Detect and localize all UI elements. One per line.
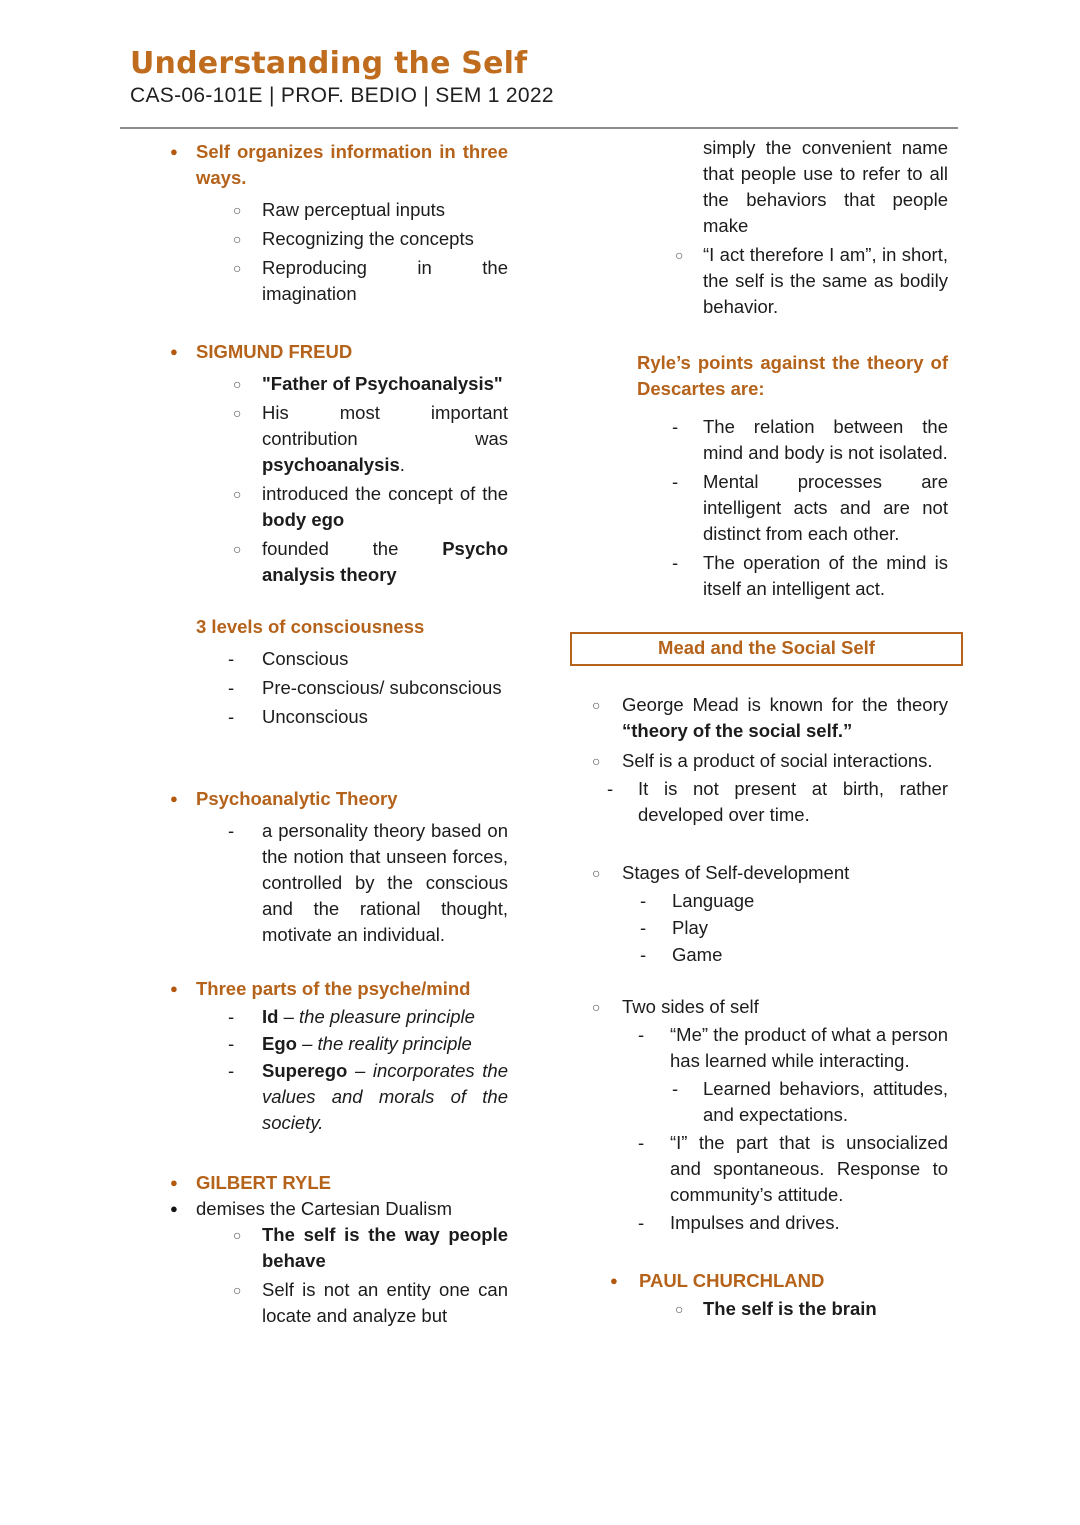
dash-bullet-icon: - <box>672 552 679 573</box>
dash-bullet-icon: - <box>640 890 647 911</box>
section-heading-churchland: ● PAUL CHURCHLAND <box>570 1268 948 1294</box>
dash-bullet-icon: - <box>228 706 235 727</box>
dash-bullet-icon: - <box>607 778 614 799</box>
list-item: ● demises the Cartesian Dualism <box>160 1196 508 1222</box>
section-heading-psychoanalytic-theory: ● Psychoanalytic Theory <box>160 786 508 812</box>
dash-bullet-icon: - <box>672 416 679 437</box>
list-item: - Pre-conscious/ subconscious <box>160 675 508 701</box>
hollow-bullet-icon: ○ <box>592 865 601 881</box>
dash-bullet-icon: - <box>228 648 235 669</box>
section-heading-freud: ● SIGMUND FREUD <box>160 339 508 365</box>
section-heading-self-organizes: ● Self organizes information in three ways. <box>170 141 508 188</box>
list-item: - a personality theory based on the notion that unseen forces, controlled by the conscious and the rational thought, motivate an individual. <box>228 820 508 945</box>
filled-bullet-icon: ● <box>170 144 178 159</box>
dash-bullet-icon: - <box>640 917 647 938</box>
list-item: ○ The self is the brain <box>570 1296 948 1322</box>
list-item: ○ George Mead is known for the theory “theory of the social self.” <box>592 694 948 741</box>
filled-bullet-icon: ● <box>170 1175 178 1190</box>
dash-bullet-icon: - <box>228 677 235 698</box>
section-heading-psyche-parts: ● Three parts of the psyche/mind <box>160 976 508 1002</box>
list-item: - Game <box>570 942 948 968</box>
left-column <box>160 139 508 1329</box>
list-item: - The relation between the mind and body is not isolated. <box>672 416 948 463</box>
hollow-bullet-icon: ○ <box>592 999 601 1015</box>
hollow-bullet-icon: ○ <box>233 231 242 247</box>
hollow-bullet-icon: ○ <box>233 1227 242 1243</box>
page-title: Understanding the Self <box>130 46 528 81</box>
list-item: ○ introduced the concept of the body ego <box>233 483 508 530</box>
hollow-bullet-icon: ○ <box>592 697 601 713</box>
dash-bullet-icon: - <box>228 1060 235 1081</box>
list-item: - Ego – the reality principle <box>160 1031 508 1057</box>
list-item: ○ Reproducing in the imagination <box>233 257 508 304</box>
list-item: - Impulses and drives. <box>570 1210 948 1236</box>
list-item: - Unconscious <box>160 704 508 730</box>
hollow-bullet-icon: ○ <box>233 202 242 218</box>
page-header <box>130 46 554 108</box>
list-item: - Conscious <box>160 646 508 672</box>
hollow-bullet-icon: ○ <box>233 1282 242 1298</box>
hollow-bullet-icon: ○ <box>675 1301 684 1317</box>
right-column <box>570 135 948 1322</box>
list-item: ○ “I act therefore I am”, in short, the self is the same as bodily behavior. <box>675 244 948 317</box>
list-item: ○ founded the Psycho analysis theory <box>233 538 508 585</box>
list-item: - Learned behaviors, attitudes, and expectations. <box>672 1078 948 1125</box>
list-item: - Mental processes are intelligent acts and are not distinct from each other. <box>672 471 948 544</box>
dash-bullet-icon: - <box>638 1024 645 1045</box>
dash-bullet-icon: - <box>672 1078 679 1099</box>
subsection-heading-levels: 3 levels of consciousness <box>196 616 425 637</box>
filled-bullet-icon: ● <box>170 1201 178 1216</box>
list-item: - Id – the pleasure principle <box>160 1004 508 1030</box>
list-item: ○ "Father of Psychoanalysis" <box>160 371 508 397</box>
dash-bullet-icon: - <box>228 1006 235 1027</box>
section-heading-gilbert-ryle: ● GILBERT RYLE <box>160 1170 508 1196</box>
list-item: ○ Self is a product of social interactions. <box>570 748 948 774</box>
dash-bullet-icon: - <box>640 944 647 965</box>
list-item: - “Me” the product of what a person has learned while interacting. <box>638 1024 948 1071</box>
filled-bullet-icon: ● <box>610 1273 618 1288</box>
header-divider <box>120 127 958 129</box>
list-item: ○ Recognizing the concepts <box>160 226 508 252</box>
list-item: - It is not present at birth, rather developed over time. <box>607 778 948 825</box>
hollow-bullet-icon: ○ <box>233 405 242 421</box>
page-subtitle: CAS-06-101E | PROF. BEDIO | SEM 1 2022 <box>130 84 554 107</box>
filled-bullet-icon: ● <box>170 344 178 359</box>
continuation-paragraph: simply the convenient name that people use to refer to all the behaviors that people make <box>703 137 948 236</box>
hollow-bullet-icon: ○ <box>233 376 242 392</box>
dash-bullet-icon: - <box>638 1132 645 1153</box>
list-item: ○ Self is not an entity one can locate and analyze but <box>233 1279 508 1326</box>
list-item: ○ Stages of Self-development <box>570 860 948 886</box>
list-item: ○ His most important contribution was psychoanalysis. <box>233 402 508 475</box>
mead-section-title: Mead and the Social Self <box>658 637 875 658</box>
subsection-heading-ryle-points: Ryle’s points against the theory of Descartes are: <box>637 352 948 399</box>
hollow-bullet-icon: ○ <box>233 260 242 276</box>
list-item: - “I” the part that is unsocialized and spontaneous. Response to community’s attitude. <box>638 1132 948 1205</box>
list-item: ○ The self is the way people behave <box>233 1224 508 1271</box>
hollow-bullet-icon: ○ <box>675 247 684 263</box>
filled-bullet-icon: ● <box>170 791 178 806</box>
dash-bullet-icon: - <box>672 471 679 492</box>
dash-bullet-icon: - <box>228 820 235 841</box>
list-item: - Play <box>570 915 948 941</box>
list-item: - Superego – incorporates the values and morals of the society. <box>228 1060 508 1133</box>
list-item: - The operation of the mind is itself an intelligent act. <box>672 552 948 599</box>
hollow-bullet-icon: ○ <box>233 541 242 557</box>
hollow-bullet-icon: ○ <box>233 486 242 502</box>
list-item: ○ Raw perceptual inputs <box>160 197 508 223</box>
list-item: - Language <box>570 888 948 914</box>
dash-bullet-icon: - <box>228 1033 235 1054</box>
dash-bullet-icon: - <box>638 1212 645 1233</box>
list-item: ○ Two sides of self <box>570 994 948 1020</box>
mead-section-box <box>570 632 963 666</box>
hollow-bullet-icon: ○ <box>592 753 601 769</box>
filled-bullet-icon: ● <box>170 981 178 996</box>
